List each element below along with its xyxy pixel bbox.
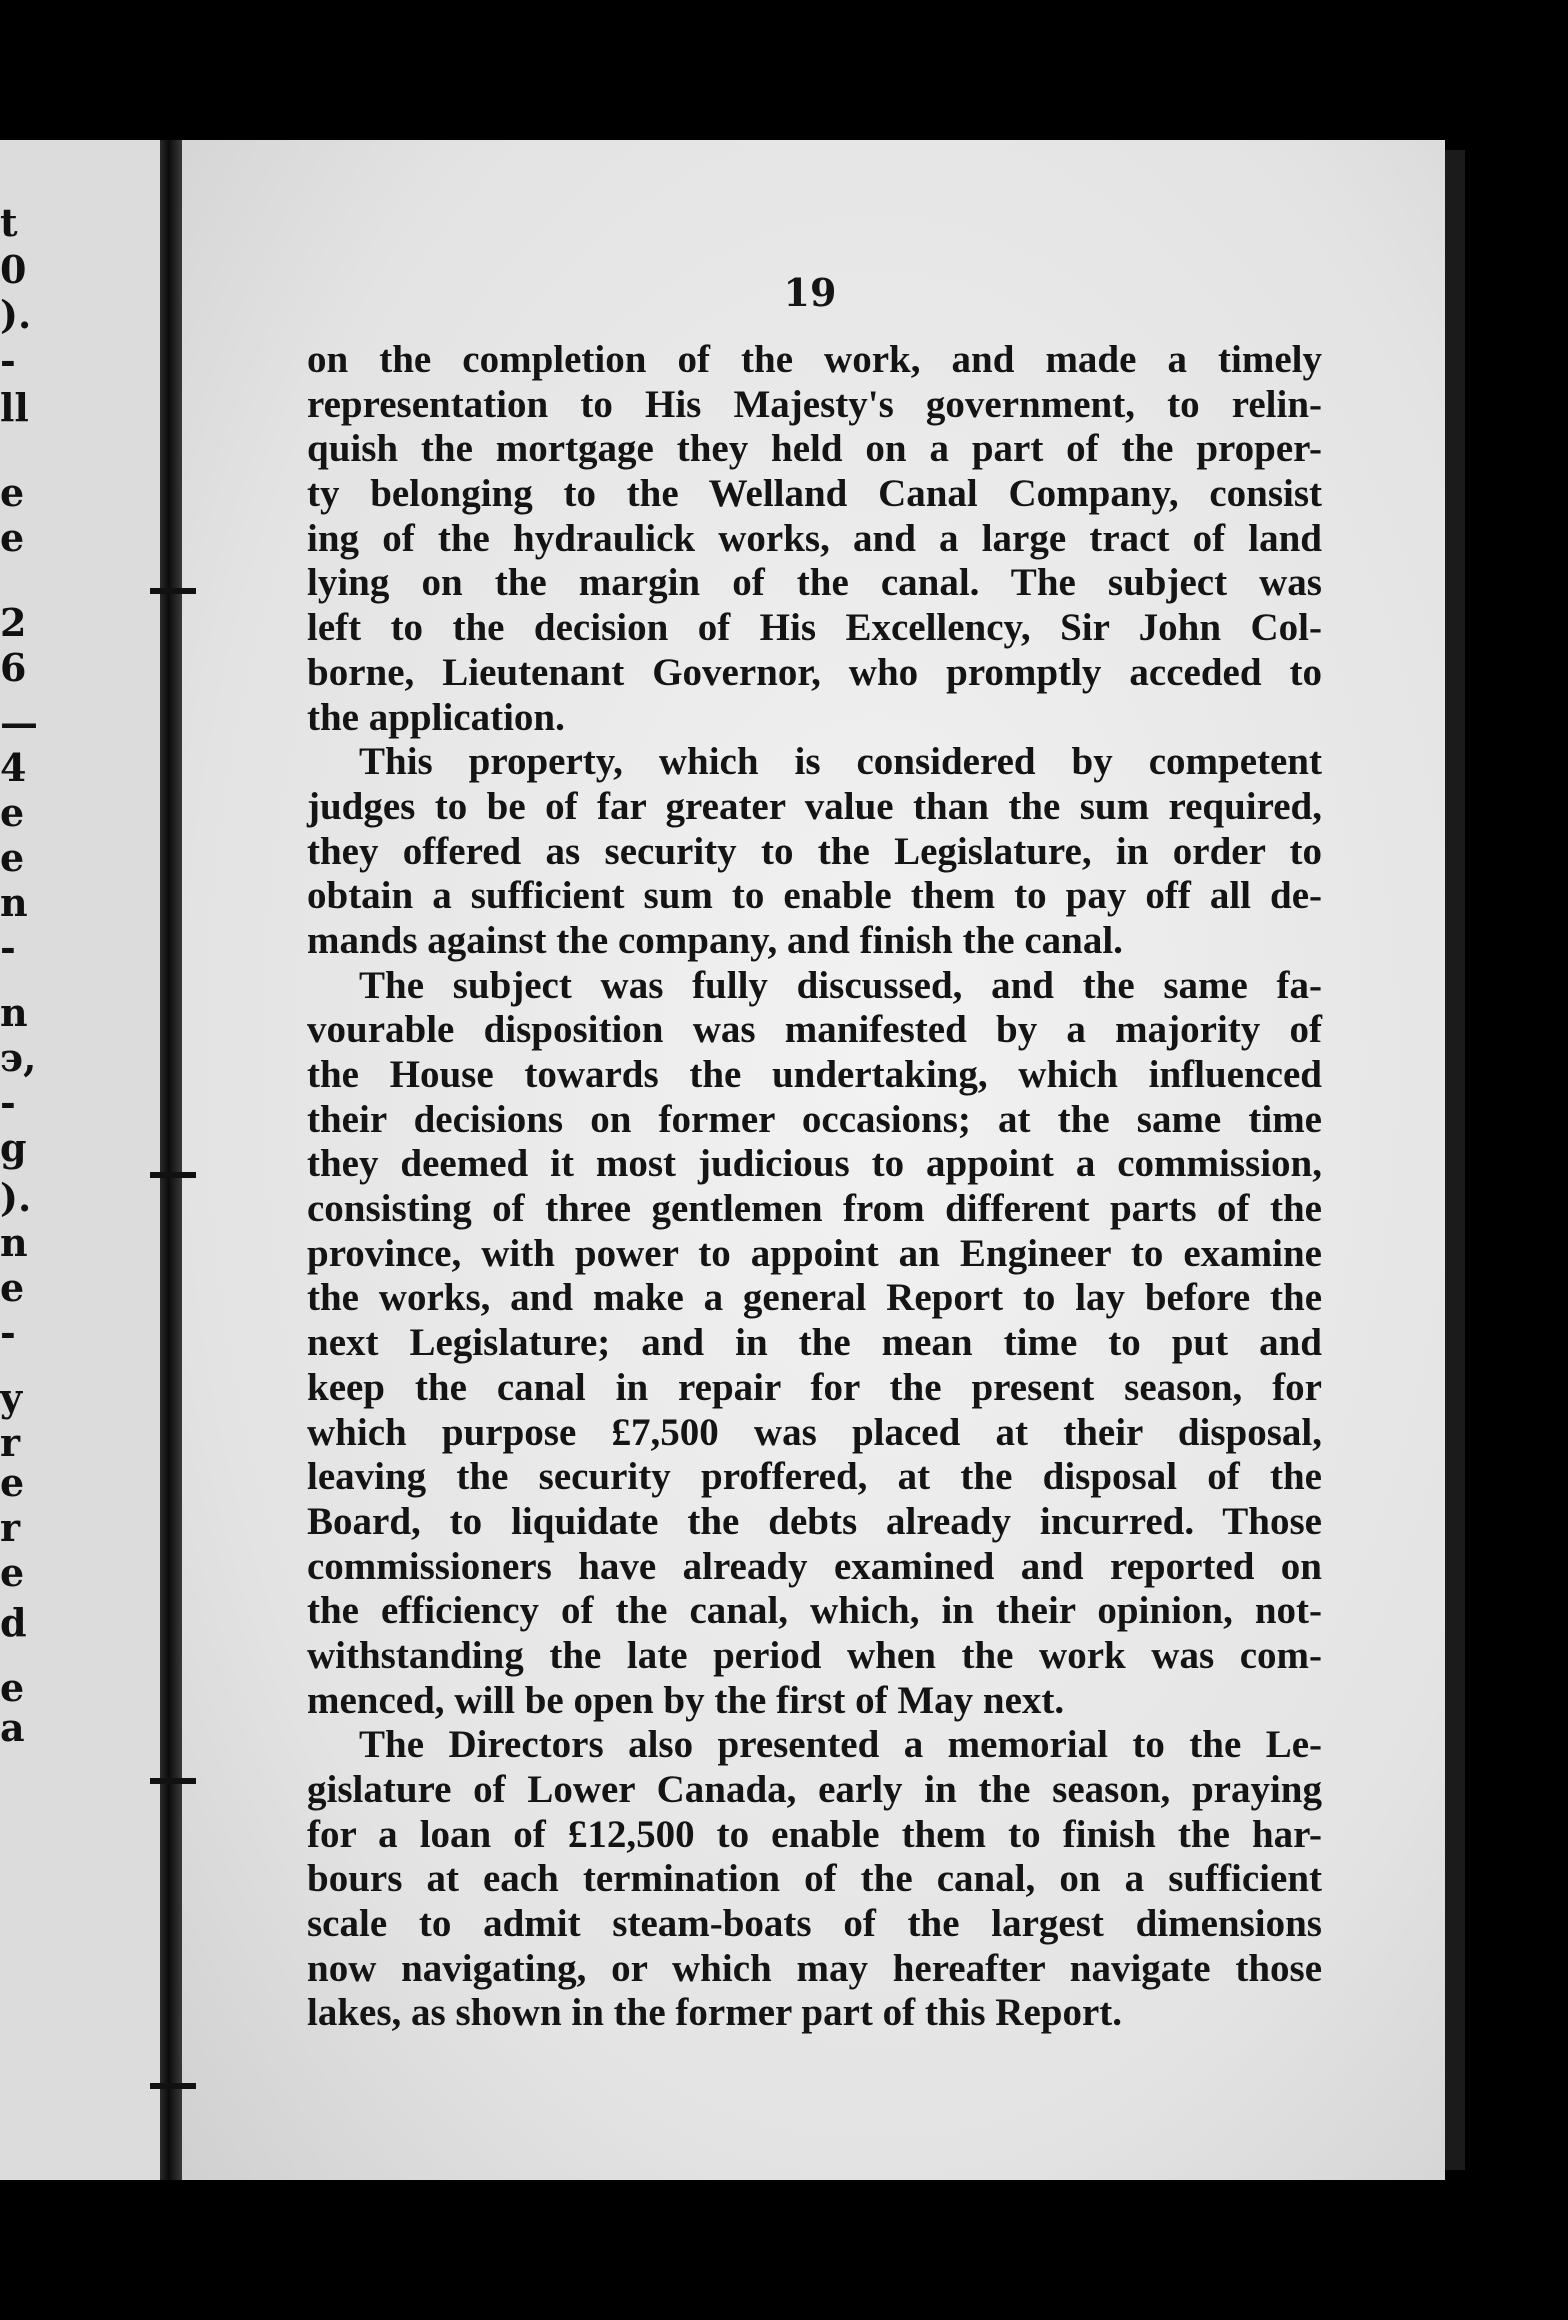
text-line: now navigating, or which may hereafter navigate those xyxy=(307,1946,1322,1990)
text-line: they offered as security to the Legislature, in order to xyxy=(307,829,1322,873)
previous-page-char: d xyxy=(0,1600,27,1645)
text-line: lying on the margin of the canal. The subject was xyxy=(307,561,1322,605)
text-line: consisting of three gentlemen from different parts of the xyxy=(307,1187,1322,1231)
previous-page-char: e xyxy=(0,835,25,880)
book-gutter xyxy=(160,140,182,2180)
previous-page-char: n xyxy=(0,1220,28,1265)
text-line: bours at each termination of the canal, on a sufficient xyxy=(307,1857,1322,1901)
previous-page-char: n xyxy=(0,880,28,925)
page-number: 19 xyxy=(783,270,837,315)
text-line: their decisions on former occasions; at the same time xyxy=(307,1097,1322,1141)
text-line: This property, which is considered by competent xyxy=(359,740,1322,784)
text-line: Board, to liquidate the debts already incurred. Those xyxy=(307,1499,1322,1543)
previous-page-char: - xyxy=(0,925,16,970)
body-text xyxy=(307,338,1322,2036)
text-line: on the completion of the work, and made a timely xyxy=(307,338,1322,381)
text-line: the House towards the undertaking, which influenced xyxy=(307,1053,1322,1096)
previous-page-char: t xyxy=(0,200,18,245)
previous-page-char: э, xyxy=(0,1035,37,1080)
previous-page-char: e xyxy=(0,1265,25,1310)
previous-page-char: - xyxy=(0,1080,16,1125)
binding-thread-mark xyxy=(150,588,196,594)
previous-page-char: e xyxy=(0,1665,25,1710)
previous-page-char: 2 xyxy=(0,600,27,645)
previous-page-char: e xyxy=(0,470,25,515)
previous-page-char: ). xyxy=(0,292,32,337)
previous-page-char: r xyxy=(0,1420,21,1465)
previous-page-char: e xyxy=(0,790,25,835)
binding-thread-mark xyxy=(150,2083,196,2089)
previous-page-edge xyxy=(0,140,170,2180)
text-line: ty belonging to the Welland Canal Company, consist xyxy=(307,472,1322,516)
text-line: gislature of Lower Canada, early in the season, praying xyxy=(307,1768,1322,1811)
previous-page-char: e xyxy=(0,1550,25,1595)
previous-page-char: 0 xyxy=(0,247,27,292)
text-line: next Legislature; and in the mean time to put and xyxy=(307,1321,1322,1365)
text-line: borne, Lieutenant Governor, who promptly acceded to xyxy=(307,650,1322,694)
text-line: which purpose £7,500 was placed at their disposal, xyxy=(307,1410,1322,1454)
text-line: quish the mortgage they held on a part of the proper- xyxy=(307,427,1322,471)
text-line: mands against the company, and finish the canal. xyxy=(307,918,1123,962)
text-line: lakes, as shown in the former part of this Report. xyxy=(307,1991,1123,2035)
text-line: they deemed it most judicious to appoint a commission, xyxy=(307,1142,1322,1186)
previous-page-char: e xyxy=(0,1460,25,1505)
previous-page-char: g xyxy=(0,1125,27,1170)
text-line: province, with power to appoint an Engineer to examine xyxy=(307,1231,1322,1275)
text-line: representation to His Majesty's government, to relin- xyxy=(307,382,1322,426)
text-line: leaving the security proffered, at the disposal of the xyxy=(307,1455,1322,1499)
previous-page-char: ). xyxy=(0,1175,32,1220)
text-line: left to the decision of His Excellency, Sir John Col- xyxy=(307,606,1322,650)
text-line: the efficiency of the canal, which, in their opinion, not- xyxy=(307,1589,1322,1633)
text-line: commissioners have already examined and reported on xyxy=(307,1544,1322,1588)
text-line: The subject was fully discussed, and the same fa- xyxy=(359,963,1322,1007)
text-line: obtain a sufficient sum to enable them to pay off all de- xyxy=(307,874,1322,918)
previous-page-char: e xyxy=(0,515,25,560)
previous-page-char: y xyxy=(0,1375,23,1420)
previous-page-text-fragments xyxy=(0,140,38,2180)
binding-thread-mark xyxy=(150,1778,196,1784)
previous-page-char: - xyxy=(0,1310,16,1355)
text-line: the application. xyxy=(307,695,565,739)
previous-page-char: - xyxy=(0,338,16,383)
previous-page-char: — xyxy=(0,700,38,745)
previous-page-char: 6 xyxy=(0,645,27,690)
text-line: ing of the hydraulick works, and a large tract of land xyxy=(307,516,1322,560)
page-right-edge-shadow xyxy=(1445,150,1465,2170)
text-line: menced, will be open by the first of May next. xyxy=(307,1678,1065,1722)
binding-thread-mark xyxy=(150,1172,196,1178)
text-line: for a loan of £12,500 to enable them to finish the har- xyxy=(307,1812,1322,1856)
previous-page-char: ll xyxy=(0,385,29,430)
text-line: The Directors also presented a memorial to the Le- xyxy=(359,1723,1322,1767)
text-line: vourable disposition was manifested by a majority of xyxy=(307,1008,1322,1052)
previous-page-char: 4 xyxy=(0,745,27,790)
text-line: withstanding the late period when the work was com- xyxy=(307,1633,1322,1677)
previous-page-char: r xyxy=(0,1505,21,1550)
text-line: scale to admit steam-boats of the largest dimensions xyxy=(307,1902,1322,1946)
text-line: keep the canal in repair for the present season, for xyxy=(307,1365,1322,1409)
previous-page-char: a xyxy=(0,1705,25,1750)
text-line: judges to be of far greater value than the sum required, xyxy=(307,784,1322,828)
previous-page-char: n xyxy=(0,990,28,1035)
text-line: the works, and make a general Report to lay before the xyxy=(307,1276,1322,1320)
